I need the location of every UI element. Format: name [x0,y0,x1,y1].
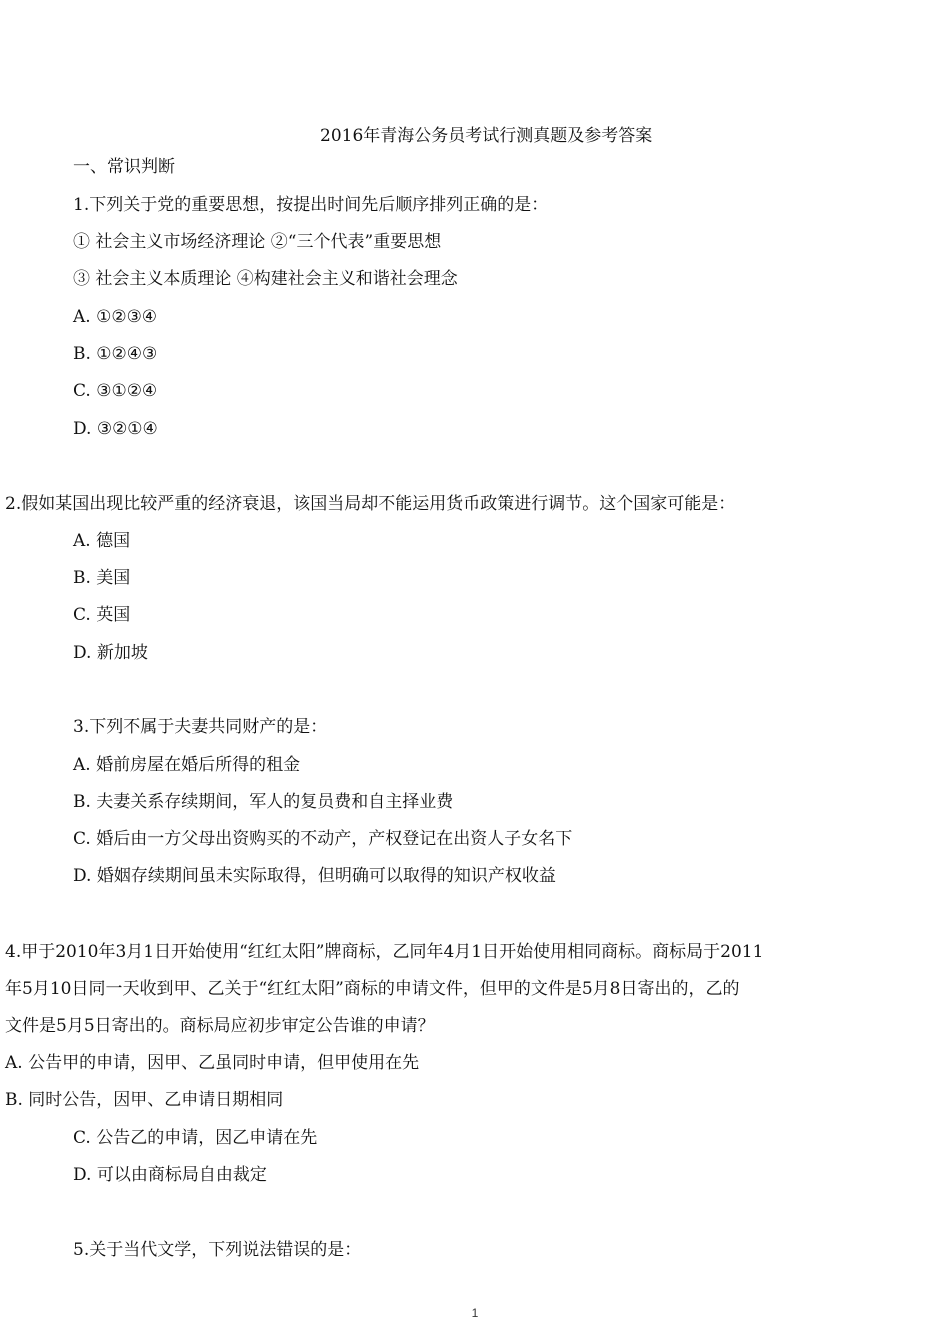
question-3-option-c: C. 婚后由一方父母出资购买的不动产，产权登记在出资人子女名下 [73,829,573,849]
document-title: 2016年青海公务员考试行测真题及参考答案 [320,126,653,146]
question-2-option-a: A. 德国 [73,531,131,551]
question-1-option-c: C. ③①②④ [73,381,158,401]
question-4-option-d: D. 可以由商标局自由裁定 [73,1165,267,1185]
question-2-option-c: C. 英国 [73,605,131,625]
question-2-option-d: D. 新加坡 [73,643,148,663]
question-4-option-b: B. 同时公告，因甲、乙申请日期相同 [5,1090,284,1110]
question-3-stem: 3.下列不属于夫妻共同财产的是： [73,717,328,737]
question-5-stem: 5.关于当代文学，下列说法错误的是： [73,1240,362,1260]
question-2-option-b: B. 美国 [73,568,131,588]
question-4-stem-line: 文件是5月5日寄出的。商标局应初步审定公告谁的申请？ [5,1016,435,1036]
question-1-items-line: ③ 社会主义本质理论 ④构建社会主义和谐社会理念 [73,269,458,289]
question-3-option-b: B. 夫妻关系存续期间，军人的复员费和自主择业费 [73,792,454,812]
question-3-option-d: D. 婚姻存续期间虽未实际取得，但明确可以取得的知识产权收益 [73,866,556,886]
question-2-stem: 2.假如某国出现比较严重的经济衰退，该国当局却不能运用货币政策进行调节。这个国家可能是： [5,494,736,514]
question-1-option-a: A. ①②③④ [73,307,158,327]
question-4-stem-line: 年5月10日同一天收到甲、乙关于“红红太阳”商标的申请文件，但甲的文件是5月8日寄出的，乙的 [5,979,740,999]
question-4-option-a: A. 公告甲的申请，因甲、乙虽同时申请，但甲使用在先 [5,1053,420,1073]
question-1-stem: 1.下列关于党的重要思想，按提出时间先后顺序排列正确的是： [73,195,549,215]
page-number: 1 [471,1306,479,1320]
question-3-option-a: A. 婚前房屋在婚后所得的租金 [73,755,301,775]
question-4-option-c: C. 公告乙的申请，因乙申请在先 [73,1128,318,1148]
question-1-items-line: ① 社会主义市场经济理论 ②“三个代表”重要思想 [73,232,442,252]
question-1-option-d: D. ③②①④ [73,419,158,439]
section-heading: 一、常识判断 [73,157,175,177]
question-4-stem-line: 4.甲于2010年3月1日开始使用“红红太阳”牌商标，乙同年4月1日开始使用相同商标。商标局于2011 [5,942,764,962]
question-1-option-b: B. ①②④③ [73,344,158,364]
